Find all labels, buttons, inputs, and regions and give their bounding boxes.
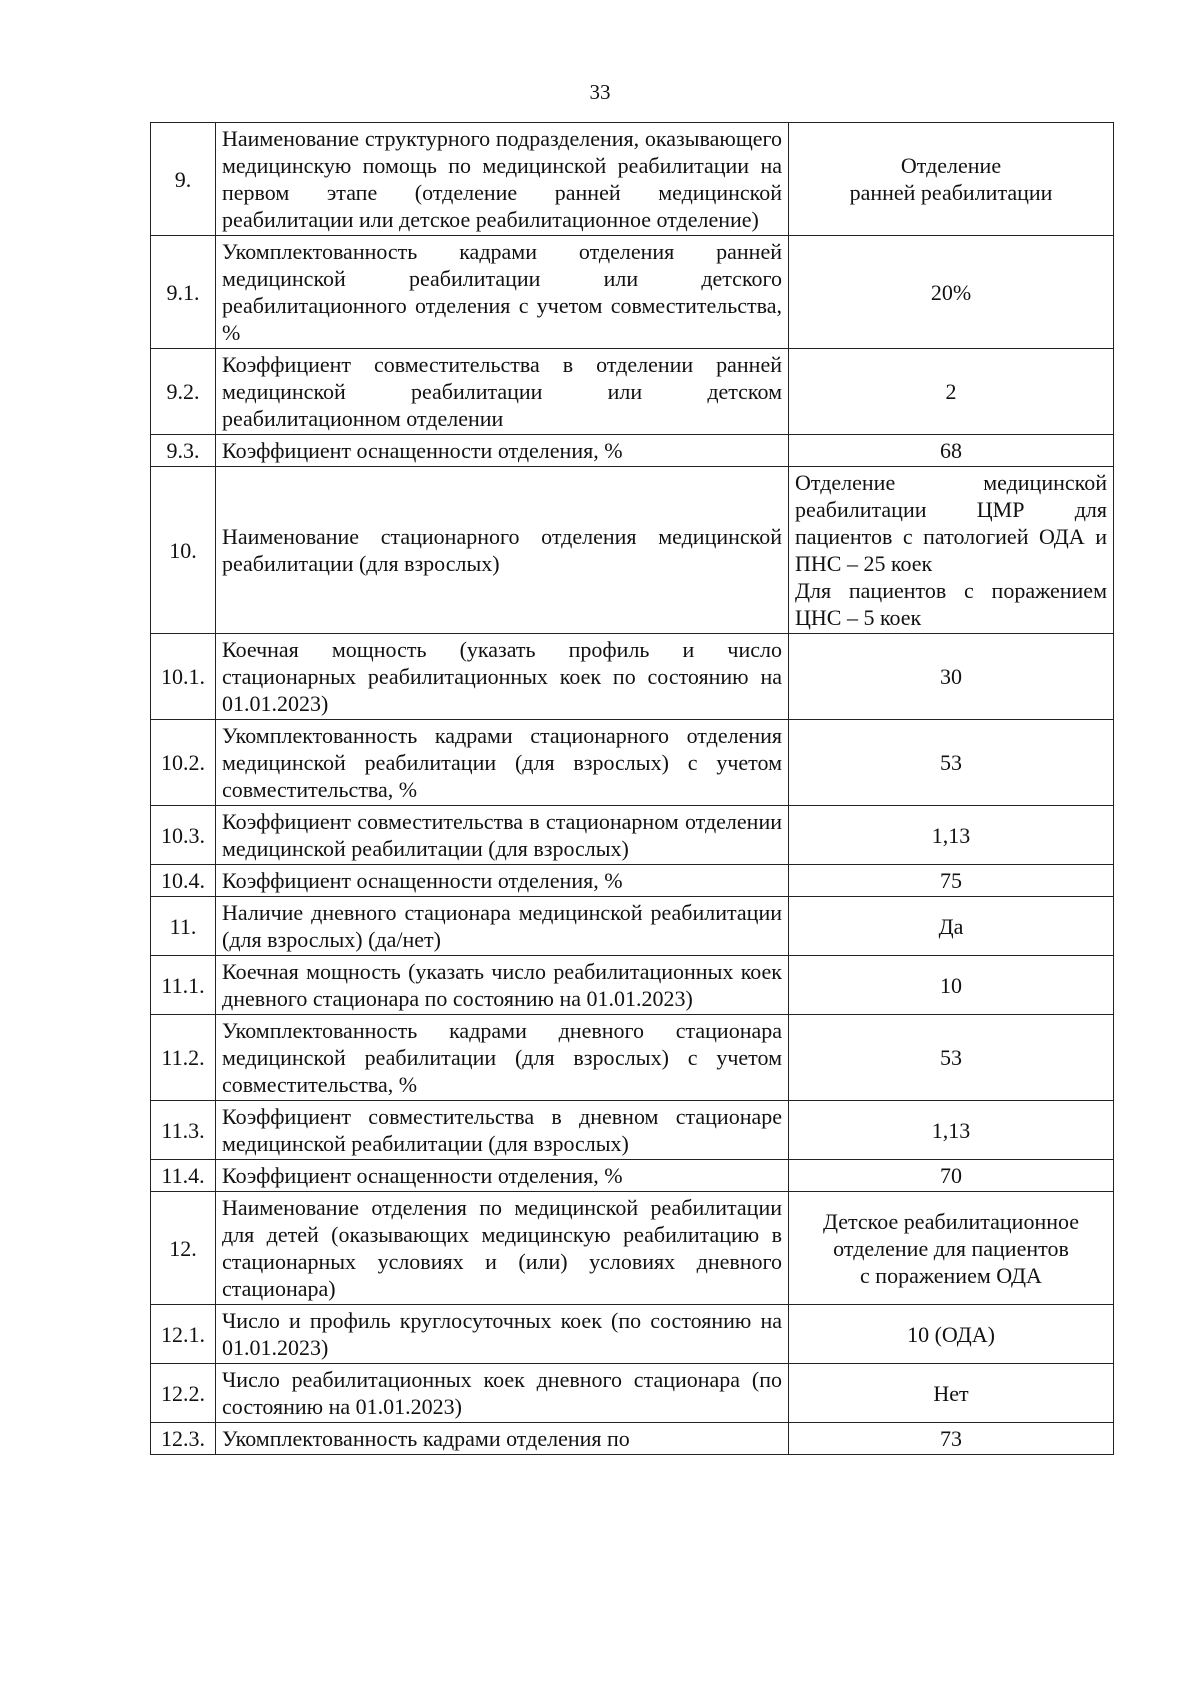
value-line: Детское реабилитационное (822, 1208, 1080, 1234)
row-description: Укомплектованность кадрами дневного стационара медицинской реабилитации (для взрослых) с учетом совместительства, % (216, 1015, 789, 1101)
row-description: Укомплектованность кадрами отделения ранней медицинской реабилитации или детского реабилитационного отделения с учетом совместительства, % (216, 236, 789, 349)
row-value: 68 (789, 435, 1114, 467)
row-number: 9.2. (151, 349, 216, 435)
table-row (151, 634, 1114, 720)
row-description: Коэффициент оснащенности отделения, % (216, 435, 789, 467)
row-value: 1,13 (789, 1101, 1114, 1160)
row-description: Укомплектованность кадрами стационарного отделения медицинской реабилитации (для взрослых) с учетом совместительства, % (216, 720, 789, 806)
row-value: 2 (789, 349, 1114, 435)
row-value: 20% (789, 236, 1114, 349)
row-description: Число и профиль круглосуточных коек (по состоянию на 01.01.2023) (216, 1305, 789, 1364)
row-number: 11.4. (151, 1160, 216, 1192)
row-value (789, 123, 1114, 236)
row-number: 11.1. (151, 956, 216, 1015)
row-value: 53 (789, 1015, 1114, 1101)
value-line: Отделение (900, 153, 1002, 178)
row-number: 12.1. (151, 1305, 216, 1364)
table-row (151, 1192, 1114, 1305)
table-row (151, 1305, 1114, 1364)
row-value: 70 (789, 1160, 1114, 1192)
row-number: 12.3. (151, 1423, 216, 1455)
row-description: Коечная мощность (указать профиль и число стационарных реабилитационных коек по состоянию на 01.01.2023) (216, 634, 789, 720)
table-row (151, 1015, 1114, 1101)
row-value: 1,13 (789, 806, 1114, 865)
rehab-indicators-table (150, 122, 1114, 1455)
value-line: отделение для пациентов (833, 1235, 1069, 1261)
table-row (151, 1423, 1114, 1455)
row-description: Наименование структурного подразделения, оказывающего медицинскую помощь по медицинской реабилитации на первом этапе (отделение ранней медицинской реабилитации или детское реабилитационное отделение) (216, 123, 789, 236)
row-description: Наличие дневного стационара медицинской реабилитации (для взрослых) (да/нет) (216, 897, 789, 956)
table-row (151, 1160, 1114, 1192)
row-value: 30 (789, 634, 1114, 720)
row-number: 12. (151, 1192, 216, 1305)
row-description: Коэффициент оснащенности отделения, % (216, 865, 789, 897)
row-number: 9.3. (151, 435, 216, 467)
row-value: 10 (ОДА) (789, 1305, 1114, 1364)
table-row (151, 236, 1114, 349)
row-value: Да (789, 897, 1114, 956)
table-row (151, 123, 1114, 236)
row-number: 11.2. (151, 1015, 216, 1101)
row-description: Наименование отделения по медицинской реабилитации для детей (оказывающих медицинскую реабилитацию в стационарных условиях и (или) условиях дневного стационара) (216, 1192, 789, 1305)
row-number: 9. (151, 123, 216, 236)
table-row (151, 806, 1114, 865)
value-line: Отделение медицинской реабилитации ЦМР для пациентов с патологией ОДА и ПНС – 25 коек (795, 470, 1107, 576)
row-description: Коэффициент совместительства в отделении ранней медицинской реабилитации или детском реабилитационном отделении (216, 349, 789, 435)
value-line: Для пациентов с поражением ЦНС – 5 коек (795, 578, 1107, 630)
row-value: 10 (789, 956, 1114, 1015)
row-number: 10.4. (151, 865, 216, 897)
row-value: 53 (789, 720, 1114, 806)
page-number: 33 (589, 80, 611, 104)
row-description: Укомплектованность кадрами отделения по (216, 1423, 789, 1455)
row-number: 10.3. (151, 806, 216, 865)
row-value: 75 (789, 865, 1114, 897)
row-description: Число реабилитационных коек дневного стационара (по состоянию на 01.01.2023) (216, 1364, 789, 1423)
table-row (151, 720, 1114, 806)
row-value (789, 1192, 1114, 1305)
table-row (151, 1101, 1114, 1160)
row-description: Коечная мощность (указать число реабилитационных коек дневного стационара по состоянию на 01.01.2023) (216, 956, 789, 1015)
row-number: 11.3. (151, 1101, 216, 1160)
row-number: 12.2. (151, 1364, 216, 1423)
table-row (151, 865, 1114, 897)
table-row (151, 1364, 1114, 1423)
row-number: 10. (151, 467, 216, 634)
value-line: с поражением ОДА (860, 1262, 1042, 1288)
row-description: Коэффициент совместительства в дневном стационаре медицинской реабилитации (для взрослых) (216, 1101, 789, 1160)
table-row (151, 897, 1114, 956)
table-row (151, 349, 1114, 435)
row-value (789, 467, 1114, 634)
row-value: Нет (789, 1364, 1114, 1423)
table-row (151, 435, 1114, 467)
value-line: ранней реабилитации (849, 180, 1053, 205)
row-description: Коэффициент совместительства в стационарном отделении медицинской реабилитации (для взрослых) (216, 806, 789, 865)
row-number: 10.1. (151, 634, 216, 720)
row-description: Наименование стационарного отделения медицинской реабилитации (для взрослых) (216, 467, 789, 634)
table-row (151, 467, 1114, 634)
table-row (151, 956, 1114, 1015)
row-description: Коэффициент оснащенности отделения, % (216, 1160, 789, 1192)
row-value: 73 (789, 1423, 1114, 1455)
row-number: 10.2. (151, 720, 216, 806)
row-number: 9.1. (151, 236, 216, 349)
row-number: 11. (151, 897, 216, 956)
